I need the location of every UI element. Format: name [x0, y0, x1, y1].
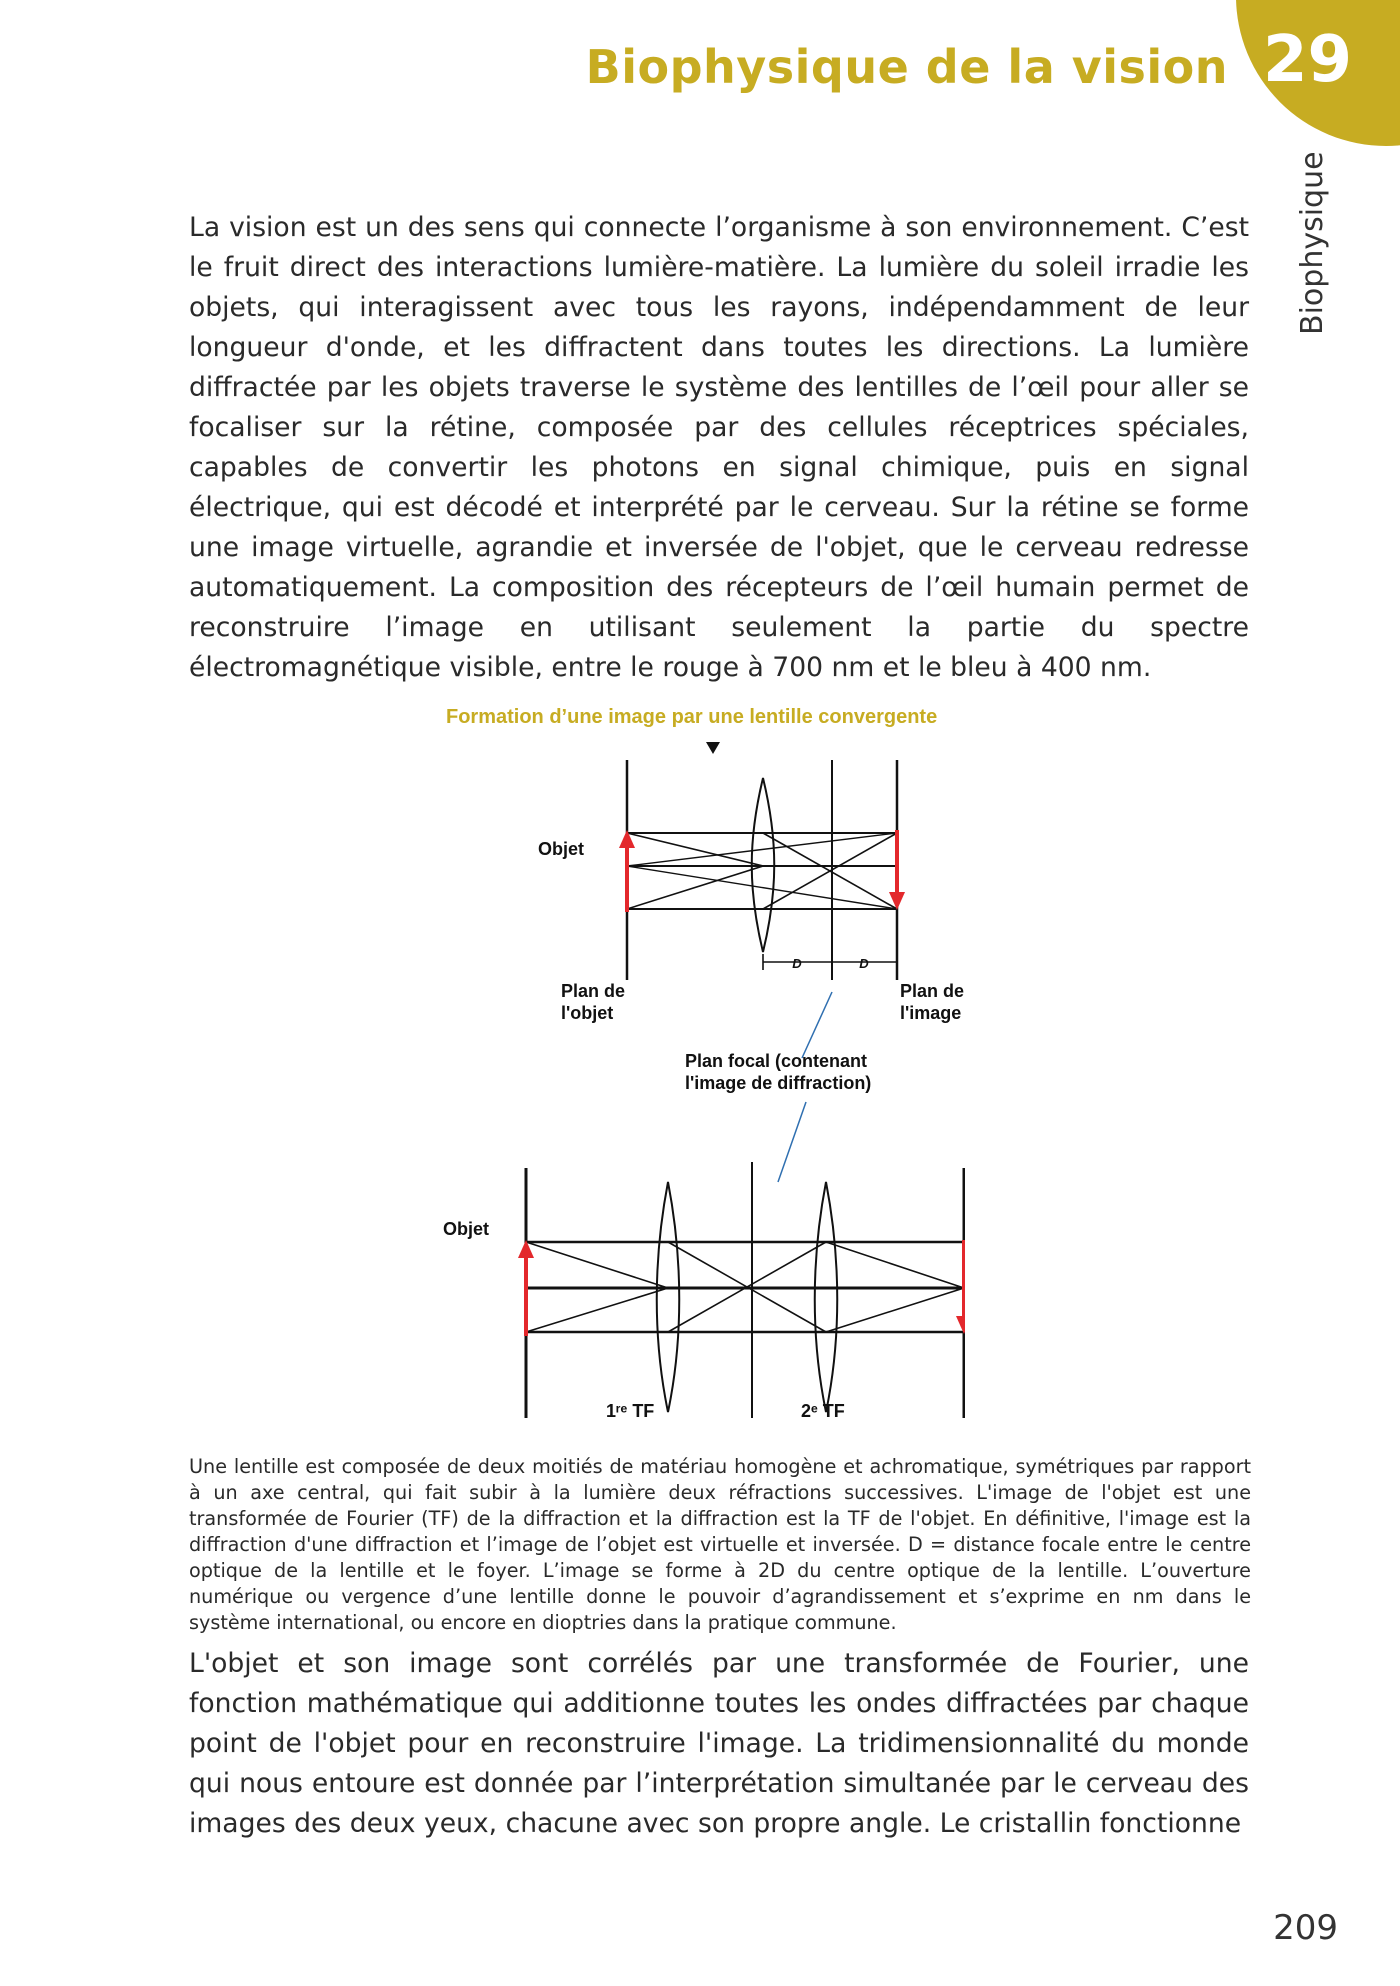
image-plane-label-line1: Plan de: [900, 981, 965, 1001]
figure-title: Formation d’une image par une lentille convergente: [446, 706, 938, 728]
first-lens-shape: [657, 1182, 680, 1412]
top-lens-diagram: [560, 730, 920, 990]
pointer-triangle-icon: [706, 742, 720, 754]
image-arrow-icon: [889, 892, 905, 910]
body-paragraph-1: La vision est un des sens qui connecte l’organisme à son environnement. C’est le fruit direct des interactions lumière-matière. La lumière du soleil irradie les objets, qui interagissent avec tous les rayons, indépendamment de leur longueur d'onde, et les diffractent dans toutes les directions. La lumière diffractée par les objets traverse le système des lentilles de l’œil pour aller se focaliser sur la rétine, composée par des cellules réceptrices spéciales, capables de convertir les photons en signal chimique, puis en signal électrique, qui est décodé et interprété par le cerveau. Sur la rétine se forme une image virtuelle, agrandie et inversée de l'objet, que le cerveau redresse automatiquement. La composition des récepteurs de l’œil humain permet de reconstruire l’image en utilisant seulement la partie du spectre électromagnétique visible, entre le rouge à 700 nm et le bleu à 400 nm.: [189, 212, 1249, 683]
chapter-number: 29: [1263, 23, 1353, 97]
bottom-object-label: Objet: [443, 1219, 490, 1239]
focal-plane-label-line2: l'image de diffraction): [685, 1073, 872, 1093]
section-tab: Biophysique: [1295, 151, 1330, 335]
page-number: 209: [1273, 1908, 1338, 1948]
image-plane-label-line2: l'image: [900, 1003, 962, 1023]
object-plane-label-line1: Plan de: [561, 981, 626, 1001]
body-paragraph-2: L'objet et son image sont corrélés par une transformée de Fourier, une fonction mathématique qui additionne toutes les ondes diffractées par chaque point de l'objet pour en reconstruire l'image. La tridimensionnalité du monde qui nous entoure est donnée par l’interprétation simultanée par le cerveau des images des deux yeux, chacune avec son propre angle. Le cristallin fonctionne: [189, 1648, 1249, 1839]
object-plane-label-line2: l'objet: [561, 1003, 614, 1023]
distance-label-1: D: [792, 956, 802, 971]
bottom-lens-diagram: [505, 1150, 965, 1420]
top-object-label: Objet: [538, 839, 585, 859]
chapter-title: Biophysique de la vision: [585, 40, 1228, 94]
distance-label-2: D: [859, 956, 869, 971]
second-lens-shape: [815, 1182, 838, 1412]
focal-plane-label-line1: Plan focal (contenant: [685, 1051, 868, 1071]
figure-caption: Une lentille est composée de deux moitiés de matériau homogène et achromatique, symétriques par rapport à un axe central, qui fait subir à la lumière deux réfractions successives. L'image de l'objet est une transformée de Fourier (TF) de la diffraction et la diffraction est la TF de l'objet. En définitive, l'image est la diffraction d'une diffraction et l’image de l’objet est virtuelle et inversée. D = distance focale entre le centre optique de la lentille et le foyer. L’image se forme à 2D du centre optique de la lentille. L’ouverture numérique ou vergence d’une lentille donne le pouvoir d’agrandissement et s’exprime en nm dans le système international, ou encore en dioptries dans la pratique commune.: [189, 1455, 1251, 1634]
first-tf-label: 1ʳᵉ TF: [606, 1401, 655, 1421]
second-tf-label: 2ᵉ TF: [801, 1401, 845, 1421]
